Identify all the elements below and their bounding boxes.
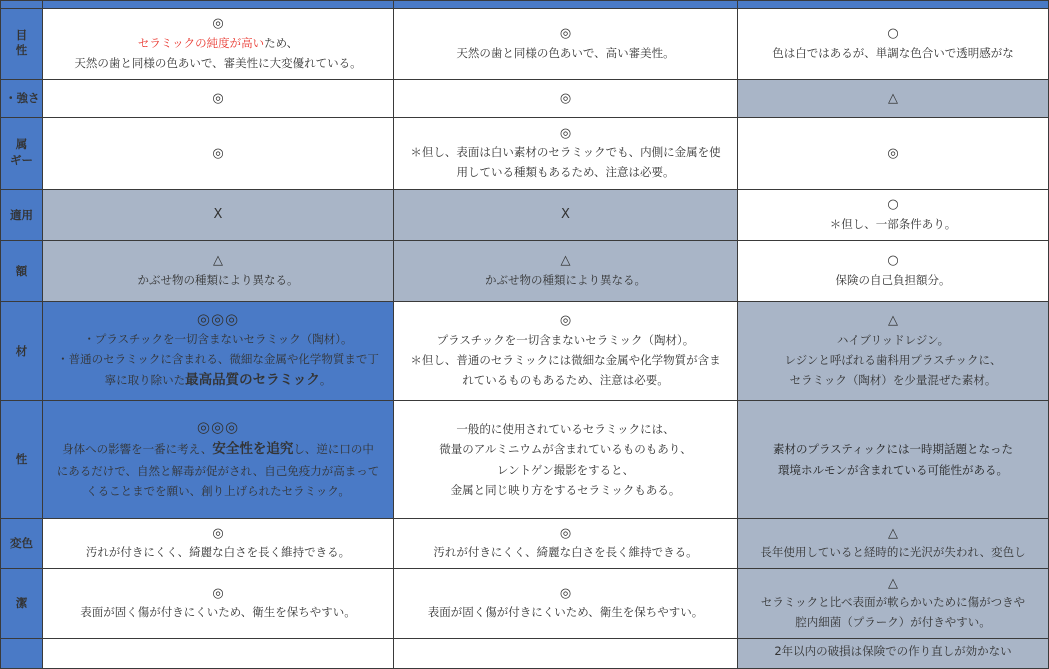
row-header — [1, 639, 43, 669]
row-header: 潔 — [1, 569, 43, 639]
table-cell — [394, 9, 738, 80]
rating-symbol: ◎ — [212, 525, 224, 541]
table-cell — [394, 190, 738, 241]
cell-text-line: セラミック（陶材）を少量混ぜた素材。 — [789, 372, 997, 387]
rating-symbol: ◎ — [559, 525, 572, 541]
cell-text-line: レントゲン撮影をすると、 — [496, 462, 635, 477]
rating-symbol: △ — [560, 253, 571, 269]
cell-text-line: ＊但し、普通のセラミックには微細な金属や化学物質が含ま — [410, 352, 721, 367]
cell-text-line: ・プラスチックを一切含まないセラミック（陶材）。 — [83, 332, 353, 347]
row-header: 性 — [1, 401, 43, 519]
table-cell — [738, 9, 1049, 80]
table-cell — [43, 639, 394, 669]
cell-text-line: 汚れが付きにくく、綺麗な白さを長く維持できる。 — [85, 545, 351, 560]
cell-text-line: 表面が固く傷が付きにくいため、衛生を保ちやすい。 — [80, 605, 356, 620]
cell-text-line — [47, 33, 389, 53]
cell-text: 寧に取り除いた — [104, 373, 186, 388]
table-row-durability — [1, 80, 1049, 118]
cell-text-line: にあるだけで、自然と解毒が促がされ、自己免疫力が高まって — [56, 464, 380, 479]
table-cell — [43, 302, 394, 401]
table-cell — [738, 1, 1049, 9]
rating-symbol: ◎ — [212, 16, 224, 32]
table-cell — [394, 401, 738, 519]
cell-text-line: レジンと呼ばれる歯科用プラスチックに、 — [784, 352, 1002, 367]
rating-symbol: ◎ — [212, 90, 224, 106]
cell-text-line: 金属と同じ映り方をするセラミックもある。 — [450, 482, 681, 497]
cell-text-line: 素材のプラスティックには一時期話題となった — [772, 442, 1013, 457]
table-row-appearance — [1, 9, 1049, 80]
table-row-cleanliness — [1, 569, 1049, 639]
table-cell — [43, 118, 394, 190]
table-row-allergy — [1, 118, 1049, 190]
cell-text: 。 — [319, 373, 332, 388]
cell-text: ため、 — [264, 35, 299, 50]
table-cell — [738, 401, 1049, 519]
rating-symbol: △ — [888, 90, 898, 106]
table-row-insurance — [1, 190, 1049, 241]
table-cell — [394, 519, 738, 569]
table-cell — [738, 241, 1049, 302]
table-cell — [43, 569, 394, 639]
table-row-material — [1, 302, 1049, 401]
cell-text-line: 腔内細菌（プラーク）が付きやすい。 — [795, 615, 991, 630]
rating-symbol: ◎ — [559, 125, 572, 141]
table-cell — [43, 1, 394, 9]
rating-symbol: △ — [213, 253, 223, 269]
cell-text: 身体への影響を一番に考え、 — [62, 441, 213, 456]
cell-text-line: 環境ホルモンが含まれている可能性がある。 — [778, 462, 1008, 477]
rating-symbol: ○ — [887, 26, 899, 42]
rating-symbol: ○ — [887, 253, 899, 269]
table-cell — [738, 302, 1049, 401]
table-cell — [738, 569, 1049, 639]
cell-text-line: 天然の歯と同様の色あいで、審美性に大変優れている。 — [74, 55, 362, 70]
table-cell — [738, 519, 1049, 569]
cell-text-line: 2年以内の破損は保険での作り直しが効かない — [774, 644, 1012, 658]
table-cell — [394, 241, 738, 302]
row-header: 材 — [1, 302, 43, 401]
cell-text-line: 用している種類もあるため、注意は必要。 — [456, 165, 675, 180]
table-row-discoloration — [1, 519, 1049, 569]
rating-symbol: △ — [888, 525, 898, 541]
cell-text-line: ハイブリッドレジン。 — [836, 332, 950, 347]
table-cell — [738, 118, 1049, 190]
table-row-cost — [1, 241, 1049, 302]
cell-text-line — [47, 369, 389, 393]
rating-symbol: ◎◎◎ — [196, 309, 240, 328]
table-cell — [394, 639, 738, 669]
rating-symbol: ◎ — [887, 145, 899, 161]
table-cell — [394, 569, 738, 639]
cell-text-line: 色は白ではあるが、単調な色合いで透明感がな — [772, 45, 1014, 60]
cell-text-line — [47, 438, 389, 462]
row-header: 額 — [1, 241, 43, 302]
highlight-text: セラミックの純度が高い — [137, 35, 265, 50]
cell-text-line: プラスチックを一切含まないセラミック（陶材）。 — [436, 332, 695, 347]
table-row-cut-bottom — [1, 639, 1049, 669]
table-cell — [43, 519, 394, 569]
rating-symbol: ◎ — [559, 90, 572, 106]
cell-text-line: かぶせ物の種類により異なる。 — [485, 272, 646, 287]
table-cell — [43, 9, 394, 80]
row-header: 適用 — [1, 190, 43, 241]
cell-text-line: 汚れが付きにくく、綺麗な白さを長く維持できる。 — [433, 545, 698, 560]
cell-text-line: ・普通のセラミックに含まれる、微細な金属や化学物質まで丁 — [57, 352, 379, 367]
cell-text-line: くることまでを願い、創り上げられたセラミック。 — [86, 484, 350, 499]
rating-symbol: ◎ — [559, 313, 572, 329]
rating-symbol: ◎ — [559, 585, 572, 601]
row-header: 変色 — [1, 519, 43, 569]
row-header: 目 性 — [1, 9, 43, 80]
rating-symbol: X — [213, 207, 223, 223]
cell-text-line: 保険の自己負担額分。 — [835, 272, 951, 287]
rating-symbol: △ — [888, 313, 898, 329]
row-header — [1, 1, 43, 9]
emphasis-text: 最高品質のセラミック — [185, 372, 320, 389]
cell-text-line: れているものもあるため、注意は必要。 — [462, 372, 669, 387]
cell-text-line: ＊但し、一部条件あり。 — [829, 216, 957, 231]
table-cell — [394, 80, 738, 118]
rating-symbol: ○ — [887, 197, 899, 213]
table-cell — [43, 401, 394, 519]
cell-text-line: 長年使用していると経時的に光沢が失われ、変色し — [760, 545, 1026, 560]
table-cell — [394, 1, 738, 9]
rating-symbol: ◎ — [559, 26, 572, 42]
cell-text-line: セラミックと比べ表面が軟らかいために傷がつきや — [760, 595, 1026, 610]
rating-symbol: ◎◎◎ — [196, 418, 240, 437]
row-header: 属 ギー — [1, 118, 43, 190]
cell-text-line: 微量のアルミニウムが含まれているものもあり、 — [439, 442, 692, 457]
table-cell — [738, 80, 1049, 118]
cell-text-line: 天然の歯と同様の色あいで、高い審美性。 — [456, 45, 675, 60]
table-cell — [738, 190, 1049, 241]
cell-text-line: 一般的に使用されているセラミックには、 — [456, 422, 675, 437]
table-cell — [394, 118, 738, 190]
table-cell — [43, 241, 394, 302]
table-row-cut-top — [1, 1, 1049, 9]
cell-text-line: ＊但し、表面は白い素材のセラミックでも、内側に金属を使 — [410, 145, 721, 160]
table-cell — [43, 80, 394, 118]
rating-symbol: △ — [888, 575, 898, 591]
table-cell — [43, 190, 394, 241]
cell-text: し、逆に口の中 — [293, 441, 374, 456]
table-cell — [738, 639, 1049, 669]
cell-text-line: かぶせ物の種類により異なる。 — [137, 272, 299, 287]
table-cell — [394, 302, 738, 401]
emphasis-text: 安全性を追究 — [212, 440, 294, 457]
table-row-safety — [1, 401, 1049, 519]
rating-symbol: ◎ — [212, 585, 224, 601]
row-header: ・強さ — [1, 80, 43, 118]
rating-symbol: X — [561, 207, 570, 223]
cell-text-line: 表面が固く傷が付きにくいため、衛生を保ちやすい。 — [427, 605, 704, 620]
rating-symbol: ◎ — [212, 145, 224, 161]
